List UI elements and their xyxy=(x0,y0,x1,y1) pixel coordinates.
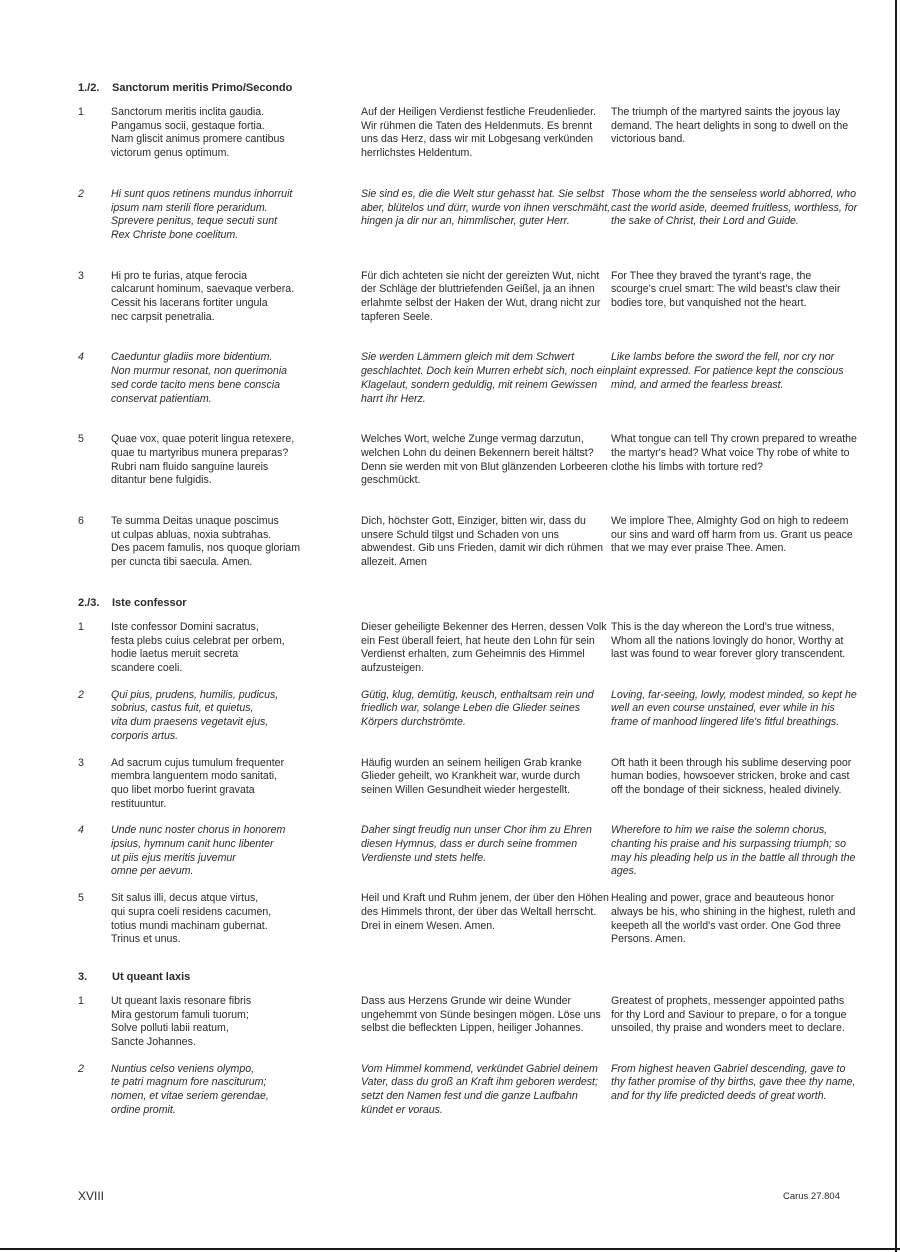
german-text: Auf der Heiligen Verdienst festliche Freudenlieder. Wir rühmen die Taten des Heldenmuts. Es brennt uns das Herz, dass wir mit Lobgesang verkünden herrlichstes Heldentum. xyxy=(361,106,596,160)
stanza-row xyxy=(78,689,858,744)
latin-text xyxy=(111,995,361,1050)
latin-text xyxy=(111,106,361,161)
english-text: Like lambs before the sword the fell, nor cry nor plaint expressed. For patience kept the conscious mind, and armed the fearless breast. xyxy=(611,351,844,391)
stanza-row xyxy=(78,757,858,812)
latin-line: Hi pro te furias, atque ferocia xyxy=(111,269,248,282)
german-text: Dieser geheiligte Bekenner des Herren, dessen Volk ein Fest überall feiert, hat heute den Lohn für sein Verdienst erhalten, zum Geheimnis des Himmel aufzusteigen. xyxy=(361,620,607,674)
latin-line: qui supra coeli residens cacumen, xyxy=(111,905,272,918)
german-translation xyxy=(361,757,611,812)
latin-line: ut piis ejus meritis juvemur xyxy=(111,851,236,864)
english-translation xyxy=(611,433,858,488)
stanza-row xyxy=(78,1063,858,1118)
german-text: Dass aus Herzens Grunde wir deine Wunder ungehemmt von Sünde besingen mögen. Löse uns selbst die befleckten Lippen, heiliger Johannes. xyxy=(361,994,601,1035)
german-translation xyxy=(361,188,611,243)
latin-line: omne per aevum. xyxy=(111,865,194,878)
latin-line: membra languentem modo sanitati, xyxy=(111,770,278,783)
stanza-number: 5 xyxy=(78,433,84,446)
latin-line: Unde nunc noster chorus in honorem xyxy=(111,824,286,837)
latin-line: Sancte Johannes. xyxy=(111,1036,196,1049)
latin-line: quae tu martyribus munera preparas? xyxy=(111,446,289,459)
latin-line: sed corde tacito mens bene conscia xyxy=(111,378,281,391)
latin-text xyxy=(111,689,361,744)
english-translation xyxy=(611,351,858,406)
latin-line: ipsius, hymnum canit hunc libenter xyxy=(111,838,274,851)
page-edge-bottom xyxy=(0,1248,900,1250)
stanza-number: 2 xyxy=(78,1062,84,1075)
latin-line: festa plebs cuius celebrat per orbem, xyxy=(111,634,285,647)
latin-text xyxy=(111,433,361,488)
english-translation xyxy=(611,824,858,879)
latin-text xyxy=(111,188,361,243)
latin-line: Ad sacrum cujus tumulum frequenter xyxy=(111,756,285,769)
latin-line: Qui pius, prudens, humilis, pudicus, xyxy=(111,688,279,701)
latin-line: Pangamus socii, gestaque fortia. xyxy=(111,119,265,132)
english-translation xyxy=(611,689,858,744)
english-translation xyxy=(611,892,858,947)
english-translation xyxy=(611,757,858,812)
latin-line: ipsum nam sterili flore peraridum. xyxy=(111,201,268,214)
latin-text xyxy=(111,515,361,570)
section-number: 2./3. xyxy=(78,596,100,609)
german-text: Heil und Kraft und Ruhm jenem, der über den Höhen des Himmels thront, der über das Weltall herrscht. Drei in einem Wesen. Amen. xyxy=(361,892,609,932)
german-translation xyxy=(361,824,611,879)
german-translation xyxy=(361,270,611,325)
german-translation xyxy=(361,621,611,676)
german-translation xyxy=(361,515,611,570)
latin-text xyxy=(111,1063,361,1118)
latin-line: Mira gestorum famuli tuorum; xyxy=(111,1008,249,1021)
latin-line: Rubri nam fluido sanguine laureis xyxy=(111,460,269,473)
latin-line: sobrius, castus fuit, et quietus, xyxy=(111,702,254,715)
english-text: This is the day whereon the Lord's true witness, Whom all the nations lovingly do honor, Worthy at last was found to wear forever glory transcendent. xyxy=(611,620,846,661)
english-text: We implore Thee, Almighty God on high to redeem our sins and ward off harm from us. Grant us peace that we may ever praise Thee. Amen. xyxy=(611,515,853,555)
stanza-row xyxy=(78,515,858,570)
catalog-number: Carus 27.804 xyxy=(782,1191,840,1202)
stanza-number: 1 xyxy=(78,994,84,1007)
section-title: Iste confessor xyxy=(112,596,187,609)
stanza-number: 1 xyxy=(78,620,84,633)
german-text: Welches Wort, welche Zunge vermag darzutun, welchen Lohn du deinen Bekennern bereit hältst? Denn sie werden mit von Blut glänzenden Lorbeeren geschmückt. xyxy=(361,433,608,487)
hymn-section xyxy=(78,971,858,1118)
latin-line: restituuntur. xyxy=(111,797,167,810)
latin-line: vita dum praesens vegetavit ejus, xyxy=(111,716,269,729)
english-translation xyxy=(611,621,858,676)
stanza-number: 5 xyxy=(78,892,84,905)
section-title: Sanctorum meritis Primo/Secondo xyxy=(112,82,293,94)
latin-line: quo libet morbo fuerint gravata xyxy=(111,783,255,796)
english-text: From highest heaven Gabriel descending, gave to thy father promise of thy births, gave thee thy name, and for thy life predicted deeds of great worth. xyxy=(611,1062,856,1103)
stanza-number: 4 xyxy=(78,824,84,837)
latin-line: Des pacem famulis, nos quoque gloriam xyxy=(111,542,301,555)
stanza-row xyxy=(78,995,858,1050)
latin-line: te patri magnum fore nasciturum; xyxy=(111,1076,267,1089)
stanza-number: 4 xyxy=(78,351,84,364)
latin-line: Nuntius celso veniens olympo, xyxy=(111,1062,255,1075)
section-heading xyxy=(78,82,858,94)
section-title: Ut queant laxis xyxy=(112,970,191,983)
german-text: Daher singt freudig nun unser Chor ihm zu Ehren diesen Hymnus, dass er durch seine frommen Verdienste und stets helfe. xyxy=(361,824,592,864)
stanza-row xyxy=(78,621,858,676)
latin-line: Iste confessor Domini sacratus, xyxy=(111,620,259,633)
stanza-number: 2 xyxy=(78,187,84,200)
latin-line: Non murmur resonat, non querimonia xyxy=(111,365,288,378)
english-translation xyxy=(611,515,858,570)
english-text: The triumph of the martyred saints the joyous lay demand. The heart delights in song to dwell on the victorious band. xyxy=(611,106,849,146)
latin-line: Caeduntur gladiis more bidentium. xyxy=(111,351,273,364)
english-translation xyxy=(611,1063,858,1118)
latin-text xyxy=(111,757,361,812)
stanza-row xyxy=(78,188,858,243)
german-translation xyxy=(361,106,611,161)
german-text: Vom Himmel kommend, verkündet Gabriel deinem Vater, dass du groß an Kraft ihm geboren werdest; setzt den Namen fest und die ganze Laufbahn kündet er voraus. xyxy=(361,1062,598,1116)
latin-line: Sprevere penitus, teque secuti sunt xyxy=(111,215,278,228)
stanza-row xyxy=(78,106,858,161)
stanza-number: 6 xyxy=(78,515,84,528)
section-heading xyxy=(78,971,858,983)
german-translation xyxy=(361,433,611,488)
english-text: Healing and power, grace and beauteous honor always be his, who shining in the highest, ruleth and keepeth all the world's vast order. One God three Persons. Amen. xyxy=(611,892,856,946)
english-text: For Thee they braved the tyrant's rage, the scourge's cruel smart: The wild beast's claw their bodies tore, but vanquished not the heart. xyxy=(611,269,841,310)
stanza-number: 3 xyxy=(78,269,84,282)
latin-line: Quae vox, quae poterit lingua retexere, xyxy=(111,433,295,446)
german-translation xyxy=(361,351,611,406)
german-text: Für dich achteten sie nicht der gereizten Wut, nicht der Schläge der bluttriefenden Geißel, ja an ihnen erlahmte selbst der Haken der Wut, drang nicht zur tapferen Seele. xyxy=(361,269,601,323)
german-text: Dich, höchster Gott, Einziger, bitten wir, dass du unsere Schuld tilgst und Schaden von uns abwendest. Gib uns Frieden, damit wir dich rühmen allezeit. Amen xyxy=(361,515,604,569)
latin-line: ditantur bene fulgidis. xyxy=(111,474,212,487)
german-text: Häufig wurden an seinem heiligen Grab kranke Glieder geheilt, wo Krankheit war, wurde durch seinen Willen Gesundheit wieder hergestellt. xyxy=(361,756,582,796)
latin-line: ordine promit. xyxy=(111,1103,176,1116)
latin-line: calcarunt hominum, saevaque verbera. xyxy=(111,283,295,296)
latin-line: Trinus et unus. xyxy=(111,933,181,946)
latin-text xyxy=(111,270,361,325)
latin-text xyxy=(111,621,361,676)
latin-line: per cuncta tibi saecula. Amen. xyxy=(111,556,253,569)
german-text: Sie werden Lämmern gleich mit dem Schwert geschlachtet. Doch kein Murren erhebt sich, noch ein Klagelaut, sondern geduldig, mit reinem Gewissen harrt ihr Herz. xyxy=(361,351,611,405)
english-translation xyxy=(611,270,858,325)
latin-text xyxy=(111,351,361,406)
latin-text xyxy=(111,892,361,947)
latin-text xyxy=(111,824,361,879)
english-text: Loving, far-seeing, lowly, modest minded, so kept he well an even course unstained, ever while in his frame of manhood lingered life's fitful breathings. xyxy=(611,688,857,729)
latin-line: Rex Christe bone coelitum. xyxy=(111,228,239,241)
stanza-row xyxy=(78,892,858,947)
hymn-section xyxy=(78,82,858,570)
latin-line: corporis artus. xyxy=(111,729,179,742)
hymn-translations xyxy=(78,82,858,1124)
latin-line: scandere coeli. xyxy=(111,661,183,674)
english-text: Greatest of prophets, messenger appointed paths for thy Lord and Saviour to prepare, o for a tongue unsoiled, thy praise and wonders meet to declare. xyxy=(611,994,847,1035)
latin-line: hodie laetus meruit secreta xyxy=(111,648,239,661)
latin-line: Nam gliscit animus promere cantibus xyxy=(111,133,285,146)
latin-line: Solve polluti labii reatum, xyxy=(111,1022,229,1035)
english-text: Oft hath it been through his sublime deserving poor human bodies, howsoever stricken, broke and cast off the bondage of their sickness, healed divinely. xyxy=(611,756,852,796)
stanza-row xyxy=(78,270,858,325)
english-text: Wherefore to him we raise the solemn chorus, chanting his praise and his surpassing triumph; so may his pleading help us in the battle all through the ages. xyxy=(611,824,856,878)
stanza-number: 2 xyxy=(78,688,84,701)
section-heading xyxy=(78,597,858,609)
page-edge-right xyxy=(895,0,897,1252)
english-translation xyxy=(611,188,858,243)
german-text: Gütig, klug, demütig, keusch, enthaltsam rein und friedlich war, solange Leben die Glieder seines Körpers durchströmte. xyxy=(361,688,594,729)
stanza-number: 3 xyxy=(78,756,84,769)
stanza-row xyxy=(78,433,858,488)
german-translation xyxy=(361,689,611,744)
latin-line: totius mundi machinam gubernat. xyxy=(111,919,268,932)
german-translation xyxy=(361,995,611,1050)
hymn-section xyxy=(78,597,858,947)
latin-line: Cessit his lacerans fortiter ungula xyxy=(111,297,268,310)
latin-line: Ut queant laxis resonare fibris xyxy=(111,994,252,1007)
section-number: 1./2. xyxy=(78,82,100,94)
english-text: What tongue can tell Thy crown prepared to wreathe the martyr's head? What voice Thy robe of white to clothe his limbs with torture red? xyxy=(611,433,857,473)
latin-line: nomen, et vitae seriem gerendae, xyxy=(111,1090,269,1103)
section-number: 3. xyxy=(78,970,88,983)
stanza-row xyxy=(78,824,858,879)
german-translation xyxy=(361,892,611,947)
latin-line: Sit salus illi, decus atque virtus, xyxy=(111,892,259,905)
stanza-row xyxy=(78,351,858,406)
english-text: Those whom the the senseless world abhorred, who cast the world aside, deemed fruitless, worthless, for the sake of Christ, their Lord and Guide. xyxy=(611,187,858,228)
latin-line: Sanctorum meritis inclita gaudia. xyxy=(111,106,265,118)
latin-line: Hi sunt quos retinens mundus inhorruit xyxy=(111,187,293,200)
english-translation xyxy=(611,106,858,161)
latin-line: conservat patientiam. xyxy=(111,392,212,405)
latin-line: Te summa Deitas unaque poscimus xyxy=(111,515,279,528)
german-text: Sie sind es, die die Welt stur gehasst hat. Sie selbst aber, blütelos und dürr, wurde von ihnen verschmäht, hingen ja dir nur an, himmlischer, guter Herr. xyxy=(361,187,611,228)
latin-line: ut culpas abluas, noxia subtrahas. xyxy=(111,528,272,541)
english-translation xyxy=(611,995,858,1050)
stanza-number: 1 xyxy=(78,106,84,118)
latin-line: nec carpsit penetralia. xyxy=(111,310,215,323)
latin-line: victorum genus optimum. xyxy=(111,147,230,160)
page-number: XVIII xyxy=(78,1189,105,1203)
german-translation xyxy=(361,1063,611,1118)
